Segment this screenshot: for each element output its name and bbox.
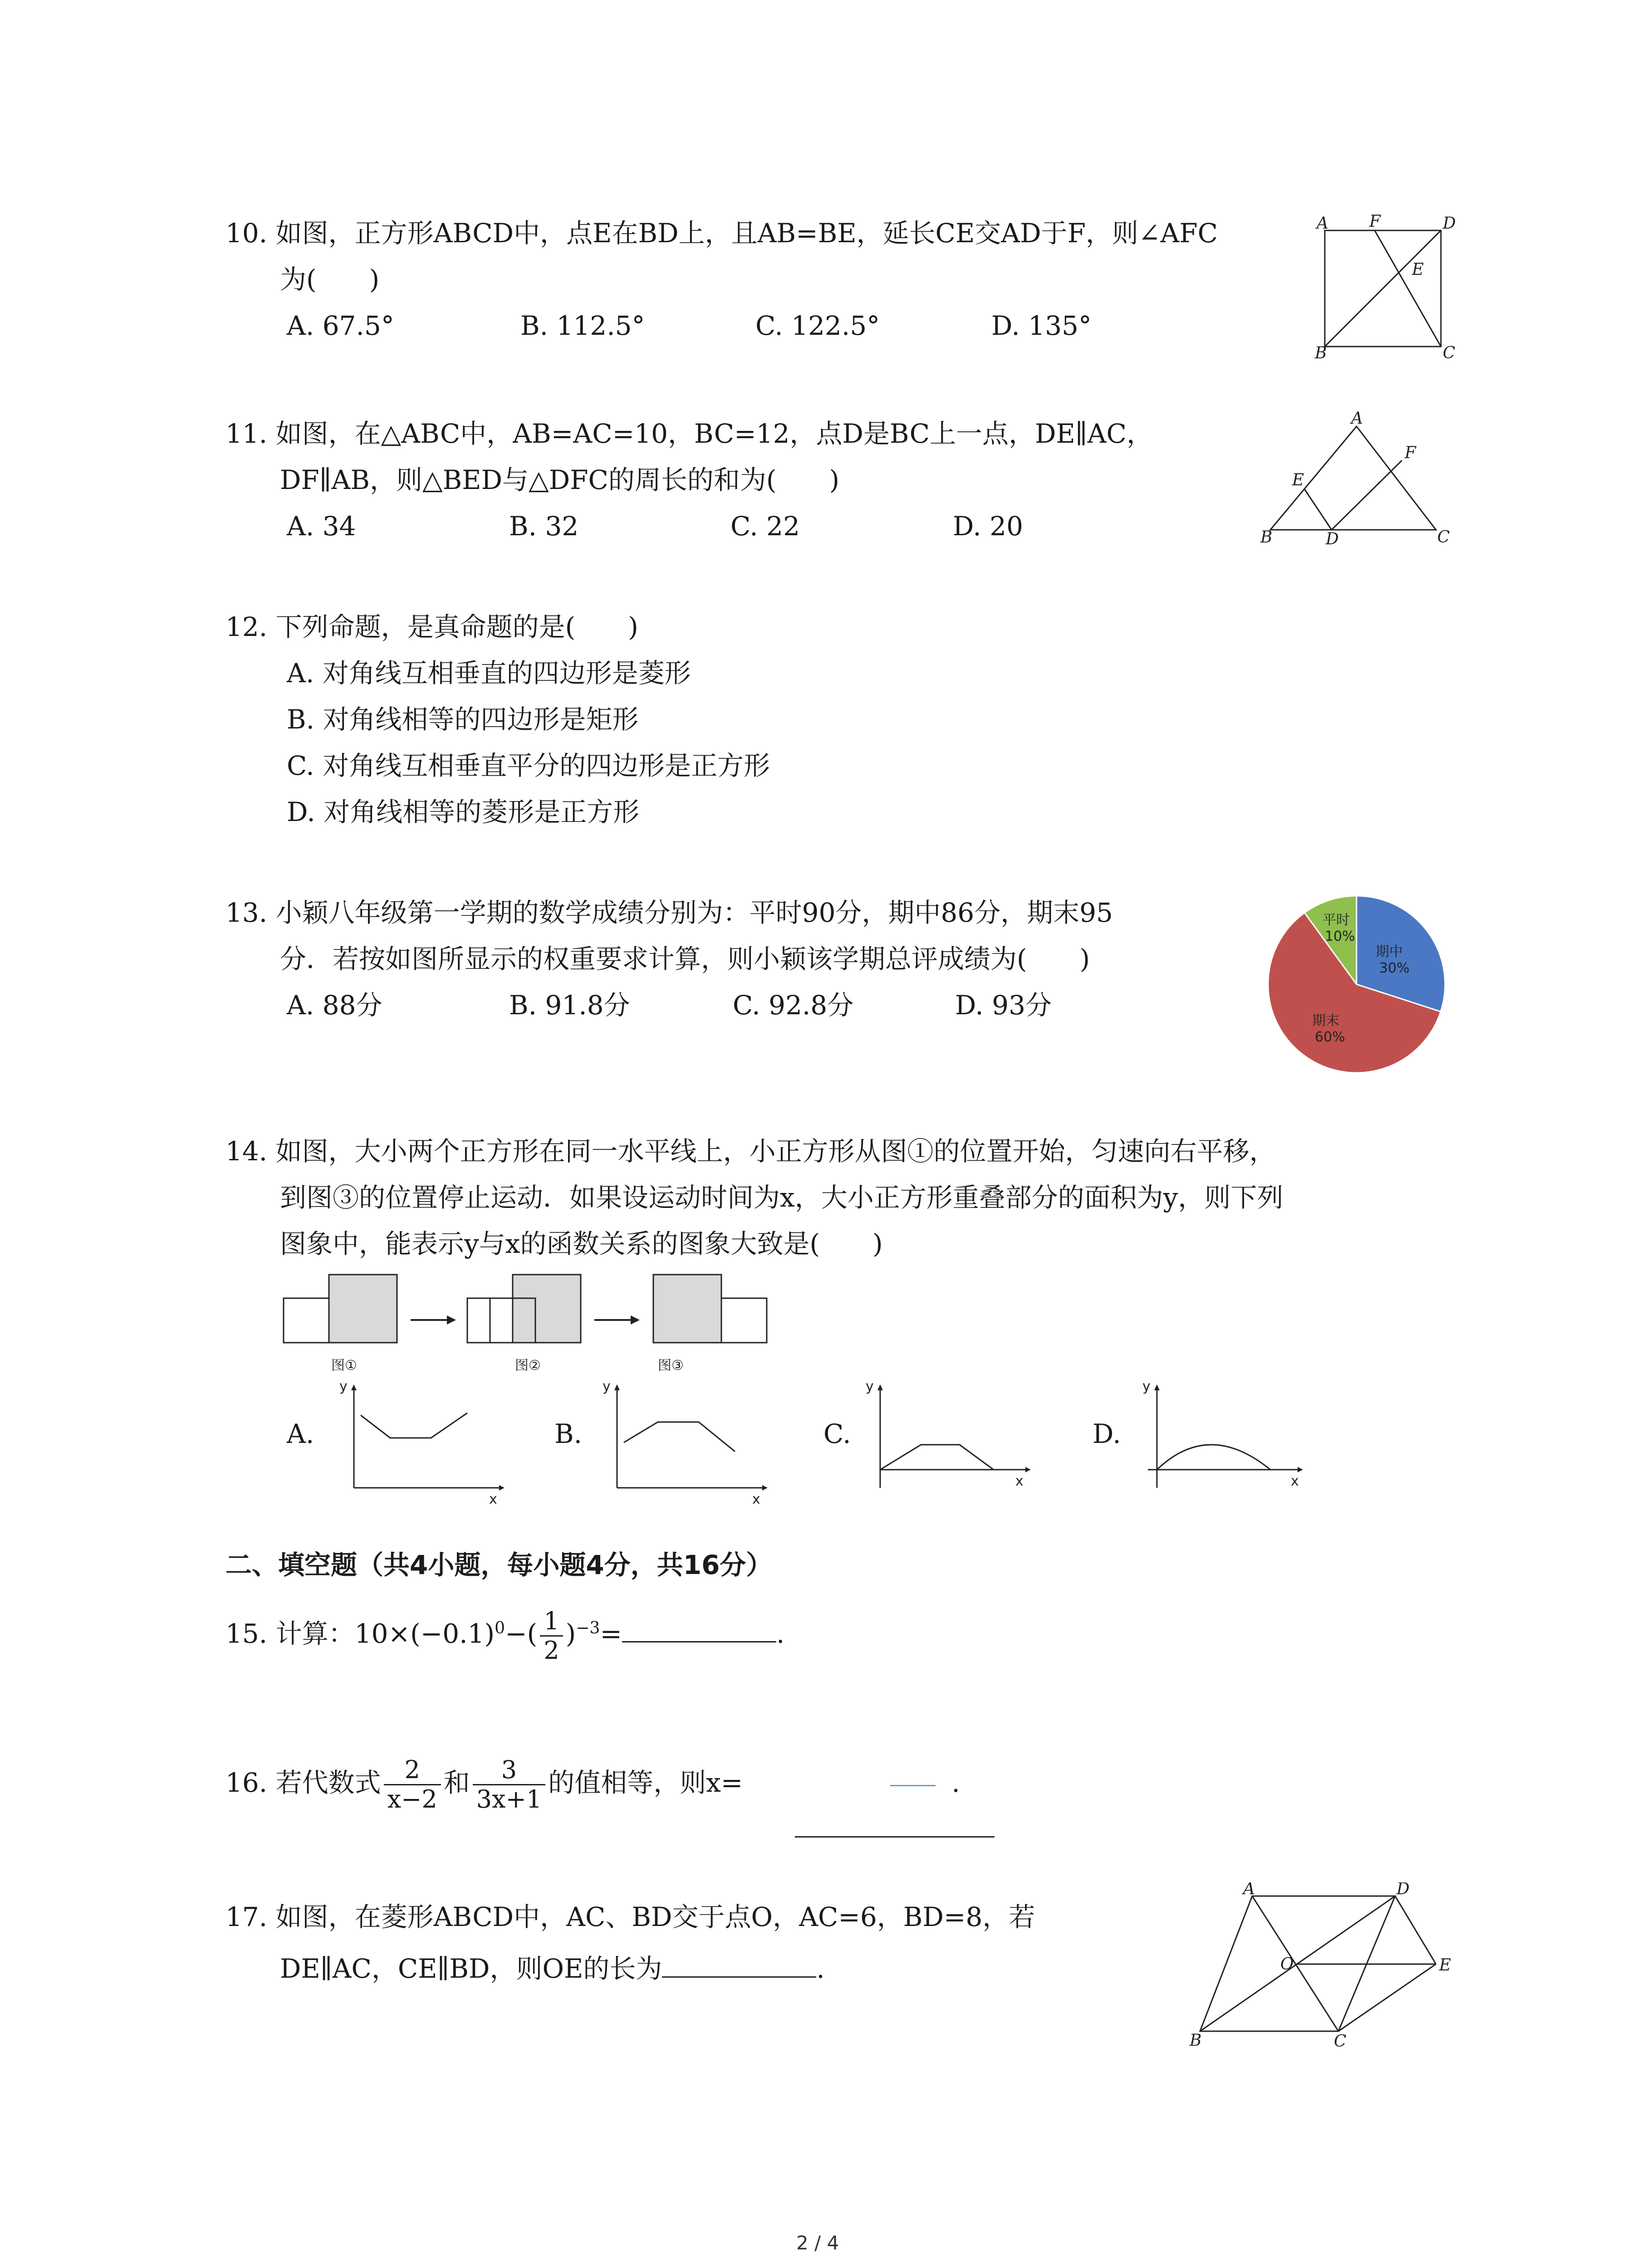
q10-option-b[interactable]: B. 112.5° xyxy=(520,310,645,341)
svg-text:x: x xyxy=(1015,1473,1024,1489)
q11-option-b[interactable]: B. 32 xyxy=(509,511,579,542)
pie-pct-qimo: 60% xyxy=(1315,1029,1345,1045)
q10-option-c[interactable]: C. 122.5° xyxy=(755,310,880,341)
q11-option-c[interactable]: C. 22 xyxy=(730,511,800,542)
q14-graph-d[interactable] xyxy=(1130,1379,1311,1506)
q15-line: 15. 计算：$10\times(-0.1)^0-$( $\frac{1}{2}$ )$^{-3}$= . xyxy=(225,1606,785,1665)
q14-option-d[interactable]: D. xyxy=(1092,1418,1121,1449)
q13-line1: 13. 小颖八年级第一学期的数学成绩分别为：平时90分，期中86分，期末95 xyxy=(225,897,1113,928)
q17-label-a: A xyxy=(1243,1882,1255,1898)
q10-label-f: F xyxy=(1369,213,1381,231)
q17-label-c: C xyxy=(1334,2032,1347,2050)
q14-line2: 到图③的位置停止运动．如果设运动时间为x，大小正方形重叠部分的面积为y，则下列 xyxy=(280,1182,1283,1213)
q17-label-d: D xyxy=(1396,1882,1410,1898)
q10-label-e: E xyxy=(1412,260,1424,279)
svg-text:y: y xyxy=(1142,1379,1151,1394)
page-number: 2 / 4 xyxy=(796,2232,839,2254)
q17-label-b: B xyxy=(1190,2031,1202,2050)
q14-line1: 14. 如图，大小两个正方形在同一水平线上，小正方形从图①的位置开始，匀速向右平移， xyxy=(225,1136,1276,1167)
q16-blue-mark xyxy=(890,1785,936,1786)
svg-text:y: y xyxy=(339,1379,348,1394)
q13-option-d[interactable]: D. 93分 xyxy=(955,990,1052,1021)
q11-option-d[interactable]: D. 20 xyxy=(953,511,1024,542)
q17-answer-blank[interactable] xyxy=(662,1953,816,1978)
q14-option-b[interactable]: B. xyxy=(554,1418,583,1449)
svg-text:y: y xyxy=(866,1379,874,1394)
q17-label-e: E xyxy=(1439,1956,1451,1975)
q14-line3: 图象中，能表示y与x的函数关系的图象大致是( ) xyxy=(280,1228,883,1259)
q12-option-d[interactable]: D. 对角线相等的菱形是正方形 xyxy=(287,797,640,827)
pie-pct-qizhong: 30% xyxy=(1379,960,1410,976)
q17-line2: DE∥AC，CE∥BD，则OE的长为 . xyxy=(280,1953,825,1984)
q14-option-c[interactable]: C. xyxy=(823,1418,851,1449)
svg-text:y: y xyxy=(603,1379,611,1394)
q11-label-f: F xyxy=(1405,444,1416,462)
q13-pie-chart xyxy=(1257,889,1456,1080)
svg-text:x: x xyxy=(752,1491,760,1506)
q10-label-c: C xyxy=(1443,344,1455,362)
q14-graph-a[interactable] xyxy=(336,1379,508,1506)
q13-option-a[interactable]: A. 88分 xyxy=(287,990,382,1021)
q11-label-a: A xyxy=(1351,409,1363,428)
q15-answer-blank[interactable] xyxy=(622,1618,776,1642)
q12-option-c[interactable]: C. 对角线互相垂直平分的四边形是正方形 xyxy=(287,750,770,781)
fig-label-1: 图① xyxy=(331,1358,357,1374)
q17-line1: 17. 如图，在菱形ABCD中，AC、BD交于点O，AC=6，BD=8，若 xyxy=(225,1901,1035,1932)
q17-rhombus-figure xyxy=(1180,1882,1461,2050)
q13-option-c[interactable]: C. 92.8分 xyxy=(733,990,854,1021)
q11-line2: DF∥AB，则△BED与△DFC的周长的和为( ) xyxy=(280,464,840,495)
q11-label-e: E xyxy=(1292,471,1304,489)
svg-text:x: x xyxy=(1291,1473,1299,1489)
fig-label-3: 图③ xyxy=(658,1358,684,1374)
svg-text:x: x xyxy=(489,1491,497,1506)
q12-line1: 12. 下列命题，是真命题的是( ) xyxy=(225,611,638,642)
q12-option-b[interactable]: B. 对角线相等的四边形是矩形 xyxy=(287,704,639,735)
fig-label-2: 图② xyxy=(515,1358,541,1374)
q10-line1: 10. 如图，正方形ABCD中，点E在BD上，且AB=BE，延长CE交AD于F，则∠AFC xyxy=(225,218,1218,249)
q14-graph-b[interactable] xyxy=(599,1379,771,1506)
q11-label-c: C xyxy=(1437,528,1450,547)
q17-label-o: O xyxy=(1280,1955,1294,1974)
q13-option-b[interactable]: B. 91.8分 xyxy=(509,990,630,1021)
q10-option-d[interactable]: D. 135° xyxy=(991,310,1092,341)
pie-label-qimo: 期末 xyxy=(1312,1013,1339,1029)
q14-squares-figure xyxy=(272,1270,780,1388)
pie-label-qizhong: 期中 xyxy=(1376,944,1403,960)
pie-pct-pingshi: 10% xyxy=(1325,929,1355,944)
q10-line2: 为( ) xyxy=(280,264,380,295)
q11-line1: 11. 如图，在△ABC中，AB=AC=10，BC=12，点D是BC上一点，DE∥AC， xyxy=(225,418,1153,449)
q10-option-a[interactable]: A. 67.5° xyxy=(287,310,394,341)
q14-graph-c[interactable] xyxy=(862,1379,1034,1506)
q16-answer-blank[interactable] xyxy=(795,1836,994,1838)
q12-option-a[interactable]: A. 对角线互相垂直的四边形是菱形 xyxy=(287,658,691,689)
q16-line: 16. 若代数式 $\frac{2}{x-2}$ 和 $\frac{3}{3x+1}$ 的值相等，则x= . xyxy=(225,1755,960,1814)
section-fill-in-title: 二、填空题（共4小题，每小题4分，共16分） xyxy=(225,1549,773,1580)
q11-label-d: D xyxy=(1326,530,1339,548)
q11-triangle-figure xyxy=(1257,408,1456,549)
q11-option-a[interactable]: A. 34 xyxy=(287,511,356,542)
q10-label-a: A xyxy=(1317,214,1328,233)
pie-label-pingshi: 平时 xyxy=(1323,912,1350,928)
q10-square-figure xyxy=(1307,213,1456,363)
q10-label-b: B xyxy=(1315,344,1327,362)
q11-label-b: B xyxy=(1260,528,1273,547)
q14-option-a[interactable]: A. xyxy=(287,1418,314,1449)
q10-label-d: D xyxy=(1443,214,1456,233)
q13-line2: 分．若按如图所显示的权重要求计算，则小颖该学期总评成绩为( ) xyxy=(280,943,1090,974)
